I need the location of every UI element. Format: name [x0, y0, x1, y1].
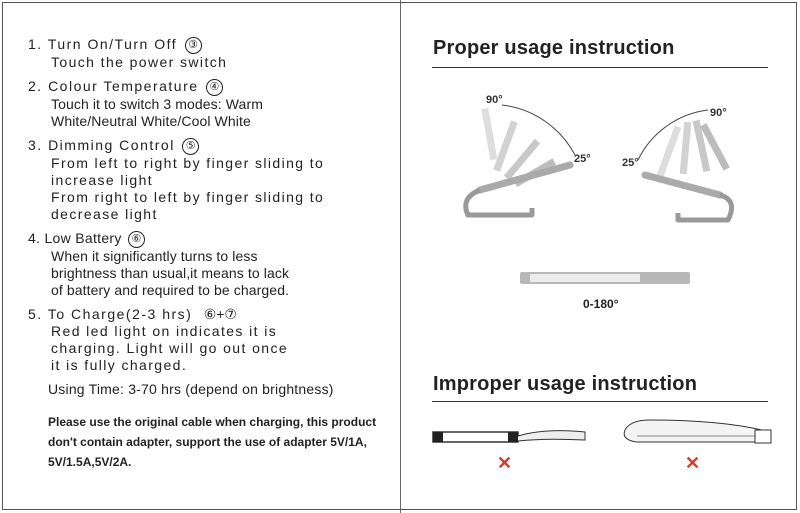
item-number-badge: ⑥+⑦	[203, 306, 237, 322]
item-title: 2. Colour Temperature	[28, 78, 199, 94]
item-title: 4. Low Battery	[28, 230, 122, 246]
item-text: it is fully charged.	[51, 357, 188, 373]
item-title: 5. To Charge(2-3 hrs)	[28, 306, 193, 322]
item-text: From right to left by finger sliding to	[51, 189, 325, 205]
lamp-left-illustration	[466, 94, 591, 215]
improper-usage-title: Improper usage instruction	[433, 373, 698, 395]
item-text: When it significantly turns to less	[51, 248, 258, 264]
angle-label: 25°	[574, 153, 591, 165]
cross-icon: ✕	[685, 453, 701, 473]
range-label: 0-180°	[583, 297, 619, 311]
improper-fold-illustration	[624, 420, 771, 443]
improper-title-rule	[432, 401, 768, 402]
item-text: From left to right by finger sliding to	[51, 155, 325, 171]
item-text: White/Neutral White/Cool White	[51, 113, 251, 129]
proper-title-rule	[432, 67, 768, 68]
item-number-badge: ③	[185, 37, 202, 54]
item-title: 3. Dimming Control	[28, 137, 175, 153]
charging-note: Please use the original cable when charging, this product don't contain adapter, support the use of adapter 5V/1A, 5V/1.5A,5V/2A.	[48, 415, 377, 469]
using-time: Using Time: 3-70 hrs (depend on brightness)	[48, 381, 334, 397]
item-text: charging. Light will go out once	[51, 340, 289, 356]
cross-icon: ✕	[497, 453, 513, 473]
angle-label: 90°	[710, 107, 727, 119]
angle-label: 25°	[622, 157, 639, 169]
item-dimming-control	[28, 137, 388, 223]
item-title: 1. Turn On/Turn Off	[28, 36, 178, 52]
item-number-badge: ⑤	[182, 138, 199, 155]
item-colour-temperature	[28, 78, 388, 130]
item-to-charge	[28, 306, 388, 374]
instructions-list	[28, 36, 388, 472]
item-text: of battery and required to be charged.	[51, 282, 290, 298]
item-text: decrease light	[51, 206, 158, 222]
item-text: Touch the power switch	[51, 54, 228, 70]
item-text: Touch it to switch 3 modes: Warm	[51, 96, 263, 112]
proper-usage-illustration	[420, 80, 780, 310]
improper-usage-illustration	[425, 410, 785, 480]
item-low-battery	[28, 230, 388, 299]
item-text: brightness than usual,it means to lack	[51, 265, 290, 281]
lamp-right-illustration	[622, 107, 732, 220]
lamp-flat-illustration	[520, 272, 690, 284]
angle-label: 90°	[486, 94, 503, 106]
item-turn-on-off	[28, 36, 388, 71]
item-text: Red led light on indicates it is	[51, 323, 278, 339]
proper-usage-title: Proper usage instruction	[433, 37, 675, 59]
center-divider	[400, 0, 401, 513]
item-number-badge: ⑥	[128, 231, 145, 248]
improper-bend-illustration	[433, 431, 585, 442]
item-text: increase light	[51, 172, 154, 188]
item-number-badge: ④	[206, 79, 223, 96]
